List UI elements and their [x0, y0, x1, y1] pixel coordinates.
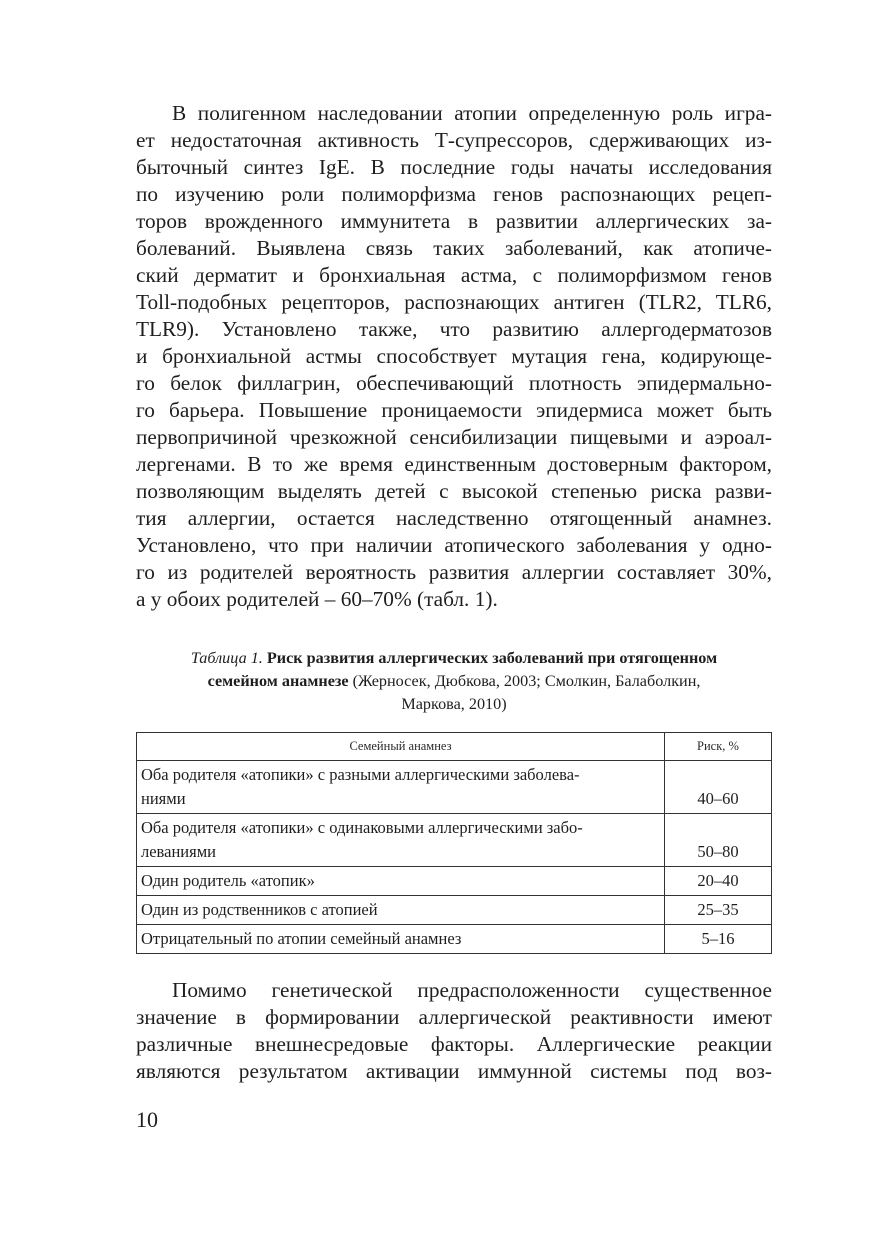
caption-prefix: Таблица 1. [190, 649, 263, 667]
caption-title: семейном анамнезе [207, 672, 349, 690]
text-line: торов врожденного иммунитета в развитии аллергических за - [136, 208, 772, 235]
column-header-risk: Риск, % [665, 733, 772, 761]
caption-sources: (Жерносек, Дюбкова, 2003; Смолкин, Балаболкин, [352, 672, 701, 690]
text-line: позволяющим выделять детей с высокой степенью риска разви - [136, 478, 772, 505]
table-row [137, 896, 772, 925]
text-line: В полигенном наследовании атопии определенную роль игра - [136, 100, 772, 127]
condition-text: леваниями [141, 842, 216, 861]
caption-sources: Маркова, 2010) [401, 695, 507, 713]
condition-text: Оба родителя «атопики» с разными аллергическими заболева- [141, 765, 580, 784]
condition-cell [137, 761, 665, 814]
text-line: по изучению роли полиморфизма генов распознающих рецеп - [136, 181, 772, 208]
text-line: лергенами. В то же время единственным достоверным фактором, [136, 452, 772, 476]
text-line: Помимо генетической предрасположенности существенное [172, 978, 772, 1002]
text-line: болеваний. Выявлена связь таких заболеваний, как атопиче - [136, 235, 772, 262]
condition-cell: Отрицательный по атопии семейный анамнез [137, 925, 665, 954]
table-header-row [137, 733, 772, 761]
text-line: являются результатом активации иммунной системы под воз - [136, 1058, 772, 1085]
risk-value: 25–35 [665, 896, 772, 925]
risk-value: 5–16 [665, 925, 772, 954]
text-line: тия аллергии, остается наследственно отягощенный анамнез. [136, 506, 772, 530]
condition-cell: Один родитель «атопик» [137, 867, 665, 896]
risk-value: 40–60 [665, 761, 772, 814]
caption-line [136, 647, 772, 670]
text-line: ский дерматит и бронхиальная астма, с полиморфизмом генов [136, 263, 772, 287]
text-line: быточный синтез IgE. В последние годы начаты исследования [136, 155, 772, 179]
text-line: первопричиной чрезкожной сенсибилизации пищевыми и аэроал - [136, 424, 772, 451]
text-line: и бронхиальной астмы способствует мутация гена, кодирующе - [136, 343, 772, 370]
risk-value: 20–40 [665, 867, 772, 896]
text-line: Toll-подобных рецепторов, распознающих антиген (TLR2, TLR6, [136, 290, 772, 314]
caption-title: Риск развития аллергических заболеваний при отягощенном [266, 649, 718, 667]
paragraph-environmental-factors [136, 977, 772, 1085]
text-line: TLR9). Установлено также, что развитию аллергодерматозов [136, 317, 772, 341]
condition-cell [137, 814, 665, 867]
paragraph-atopy-inheritance [136, 100, 772, 613]
text-line: а у обоих родителей – 60–70% (табл. 1). [136, 587, 498, 611]
table-row [137, 814, 772, 867]
risk-value: 50–80 [665, 814, 772, 867]
page-number: 10 [136, 1107, 158, 1132]
column-header-family-history: Семейный анамнез [137, 733, 665, 761]
text-line: различные внешнесредовые факторы. Аллергические реакции [136, 1032, 772, 1056]
text-line: го белок филлагрин, обеспечивающий плотность эпидермально - [136, 370, 772, 397]
table-row [137, 925, 772, 954]
table-row [137, 761, 772, 814]
text-line: го барьера. Повышение проницаемости эпидермиса может быть [136, 398, 772, 422]
risk-table [136, 732, 772, 954]
text-line: Установлено, что при наличии атопического заболевания у одно - [136, 532, 772, 559]
condition-text: Оба родителя «атопики» с одинаковыми аллергическими забо- [141, 818, 583, 837]
condition-text: ниями [141, 789, 186, 808]
table-caption [136, 647, 772, 716]
condition-cell: Один из родственников с атопией [137, 896, 665, 925]
text-line: ет недостаточная активность Т-супрессоров, сдерживающих из - [136, 127, 772, 154]
text-line: го из родителей вероятность развития аллергии составляет 30%, [136, 560, 772, 584]
table-row [137, 867, 772, 896]
caption-line [136, 670, 772, 693]
text-line: значение в формировании аллергической реактивности имеют [136, 1005, 772, 1029]
